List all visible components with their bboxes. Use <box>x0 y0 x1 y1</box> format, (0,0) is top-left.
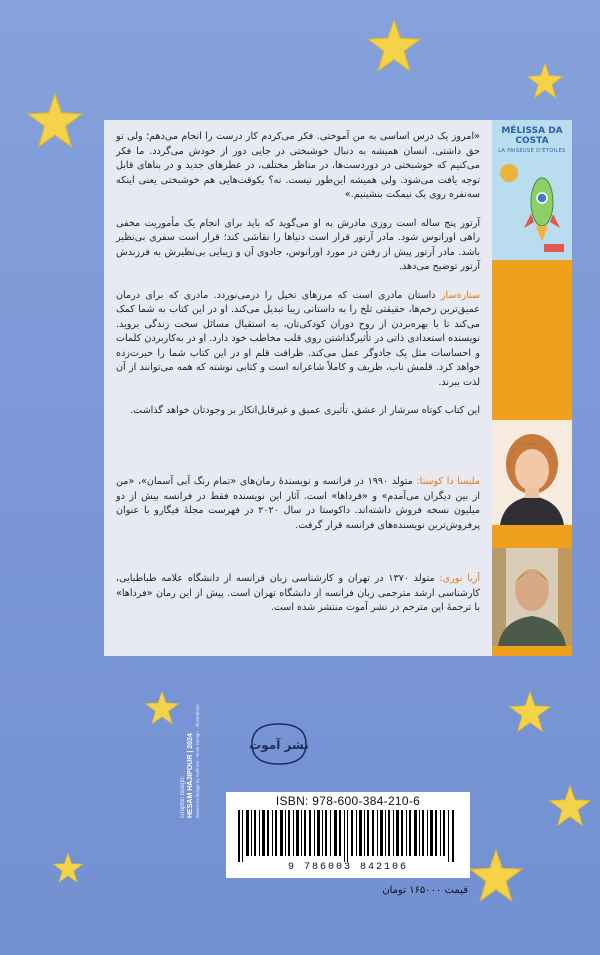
front-cover-thumbnail <box>492 120 572 260</box>
star-icon <box>52 852 84 884</box>
publisher-logo-text: نشر آموت <box>249 738 309 752</box>
review-title: ستاره‌ساز <box>440 289 480 301</box>
star-icon <box>508 690 552 734</box>
star-icon <box>366 18 422 74</box>
designer-label: Graphic design: <box>180 775 186 818</box>
designer-credit <box>180 698 201 818</box>
price-label: قیمت ۱۶۵۰۰۰ تومان <box>382 885 468 896</box>
publisher-tag-icon <box>544 244 564 252</box>
star-icon <box>468 848 524 904</box>
barcode-number: 9 786003 842106 <box>287 862 408 873</box>
designer-credits: Based on design by Audi Ant · Book Design · Illustrations <box>195 704 200 818</box>
designer-name: HESAM HAJIPOUR | 2024 <box>187 733 194 818</box>
translator-bio-text: متولد ۱۳۷۰ در تهران و کارشناسی زبان فرانسه از دانشگاه علامه طباطبایی، کارشناسی ارشد مترجمی زبان فرانسه از دانشگاه تهران است. پیش از این رمان «فرداها» با ترجمهٔ این مترجم در نشر آموت منتشر شده است. <box>116 573 480 613</box>
review-text: داستان مادری است که مرزهای تخیل را درمی‌نوردد. مادری که برای درمان عمیق‌ترین زخم‌ها، حقیقتی تلخ را به داستانی زیبا تبدیل می‌کند. او در این کتاب به شما کمک می‌کند تا با بهره‌بردن از روح دوران کودکی‌تان، به استقبال مسائل سخت زندگی بروید. نویسنده استعدادی ذاتی در تأثیرگذاشتن روی قلب مخاطب خود دارد. او در به‌کاربردن کلمات و احساسات مثل یک جادوگر عمل می‌کند. ظرافت قلم او در این کتاب شما را حیرت‌زده خواهد کرد. قلمش ناب، ظریف و کاملاً شاعرانه است و کتابی نوشته که همه می‌توانند از آن لذت ببرند. <box>116 289 480 388</box>
barcode-icon <box>236 810 460 862</box>
star-icon <box>144 690 180 726</box>
translator-photo <box>492 548 572 646</box>
thumbnail-author: MÉLISSA DA COSTA <box>501 126 563 146</box>
star-icon <box>26 92 84 150</box>
rocket-icon <box>522 174 562 244</box>
author-portrait-icon <box>492 420 572 525</box>
publisher-logo <box>248 720 310 768</box>
translator-portrait-icon <box>492 548 572 646</box>
blurb-synopsis: آرتور پنج ساله است روزی مادرش به او می‌گوید که باید برای انجام یک مأموریت مخفی راهی اورانوس شود. مادر آرتور قرار است دنیاها را نقاشی کند؛ قرار است سفری بی‌نظیر باشد. مادر آرتور پیش از رفتن در مورد اورانوس، جادوی آن و زیبایی بی‌نظیرش به فرزندش آرتور توضیح می‌دهد. <box>116 217 480 272</box>
translator-name: آریا نوری: <box>439 573 480 584</box>
award-badge-icon <box>500 164 518 182</box>
author-bio <box>116 475 480 533</box>
blurb-panel <box>104 120 492 656</box>
blurb-review <box>116 289 480 391</box>
thumbnail-subtitle: LA FAISEUSE D'ÉTOILES <box>498 148 566 154</box>
blurb-quote: «امروز یک درس اساسی به من آموختی. فکر می‌کردم کار درست را انجام می‌دهم؛ ولی تو حق داشتی. انسان همیشه به دنبال خوشبختی در جایی دور از خودش می‌گردد. ما فکر می‌کنیم که خوشبختی در دوردست‌ها، در مناظر مختلف، در عطرهای جدید و در بناهای قابل توجه یافت می‌شود. ولی همیشه این‌طور نیست. نه؟ یکوقت‌هایی هم خوشبختی یعنی اینکه سه‌نفره روی یک نیمکت بنشینیم.» <box>116 131 480 200</box>
isbn-text: ISBN: 978-600-384-210-6 <box>275 794 421 808</box>
barcode-box <box>226 792 470 878</box>
blurb-closing: این کتاب کوتاه سرشار از عشق، تأثیری عمیق و غیرقابل‌انکار بر وجودتان خواهد گذاشت. <box>130 405 480 416</box>
translator-bio <box>116 572 480 616</box>
star-icon <box>526 62 564 100</box>
author-name: ملیسا دا کوستا: <box>416 476 480 487</box>
author-bio-text: متولد ۱۹۹۰ در فرانسه و نویسندهٔ رمان‌های «تمام رنگ آبی آسمان»، «من از بین دیگران می‌آمدم» و «فرداها» است. آثار این نویسنده فقط در فرانسه بیش از دو میلیون نسخه فروش داشته‌اند. داکوستا در سال ۲۰۲۰ در فهرست مجلهٔ فیگارو با عنوان پرفروش‌ترین نویسنده‌های فرانسه قرار گرفت. <box>116 476 480 531</box>
author-photo <box>492 420 572 525</box>
star-icon <box>548 784 592 828</box>
